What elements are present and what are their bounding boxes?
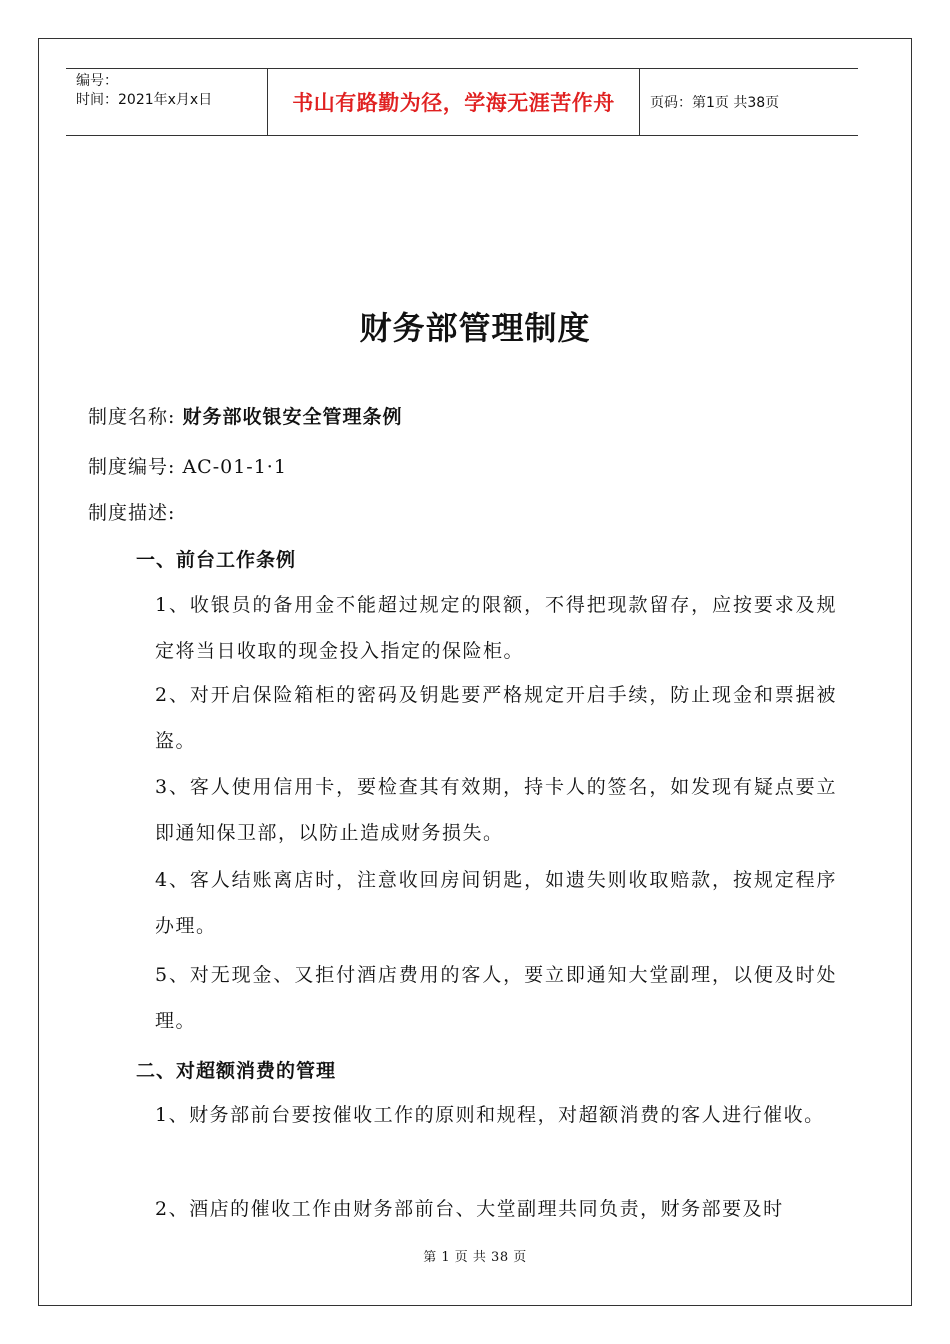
regulation-code: 制度编号: AC-01-1·1 (88, 456, 287, 478)
motto-text: 书山有路勤为径，学海无涯苦作舟 (268, 69, 640, 135)
list-item: 1、收银员的备用金不能超过规定的限额，不得把现款留存，应按要求及规定将当日收取的现金投入指定的保险柜。 (155, 594, 837, 662)
header-page-label: 页码：第1页 共38页 (650, 95, 780, 111)
header-table (66, 68, 858, 136)
list-item: 4、客人结账离店时，注意收回房间钥匙，如遗失则收取赔款，按规定程序办理。 (155, 869, 837, 937)
regulation-name-value: 财务部收银安全管理条例 (182, 406, 403, 428)
section-heading: 一、前台工作条例 (136, 549, 297, 571)
doc-number-label: 编号： (76, 73, 118, 89)
list-item: 1、财务部前台要按催收工作的原则和规程，对超额消费的客人进行催收。 (155, 1104, 825, 1126)
regulation-name-label: 制度名称: (88, 406, 183, 428)
page-footer: 第 1 页 共 38 页 (423, 1250, 527, 1265)
section-heading: 二、对超额消费的管理 (136, 1060, 337, 1082)
document-title: 财务部管理制度 (359, 309, 591, 347)
list-item: 5、对无现金、又拒付酒店费用的客人，要立即通知大堂副理，以便及时处理。 (155, 964, 837, 1032)
regulation-description-label: 制度描述: (88, 502, 176, 524)
header-left-cell (66, 69, 268, 135)
list-item: 2、酒店的催收工作由财务部前台、大堂副理共同负责，财务部要及时 (155, 1198, 784, 1220)
list-item: 2、对开启保险箱柜的密码及钥匙要严格规定开启手续，防止现金和票据被盗。 (155, 684, 837, 752)
list-item: 3、客人使用信用卡，要检查其有效期，持卡人的签名，如发现有疑点要立即通知保卫部，以防止造成财务损失。 (155, 776, 837, 844)
time-label: 时间：2021年x月x日 (76, 92, 213, 108)
regulation-name (88, 402, 402, 429)
